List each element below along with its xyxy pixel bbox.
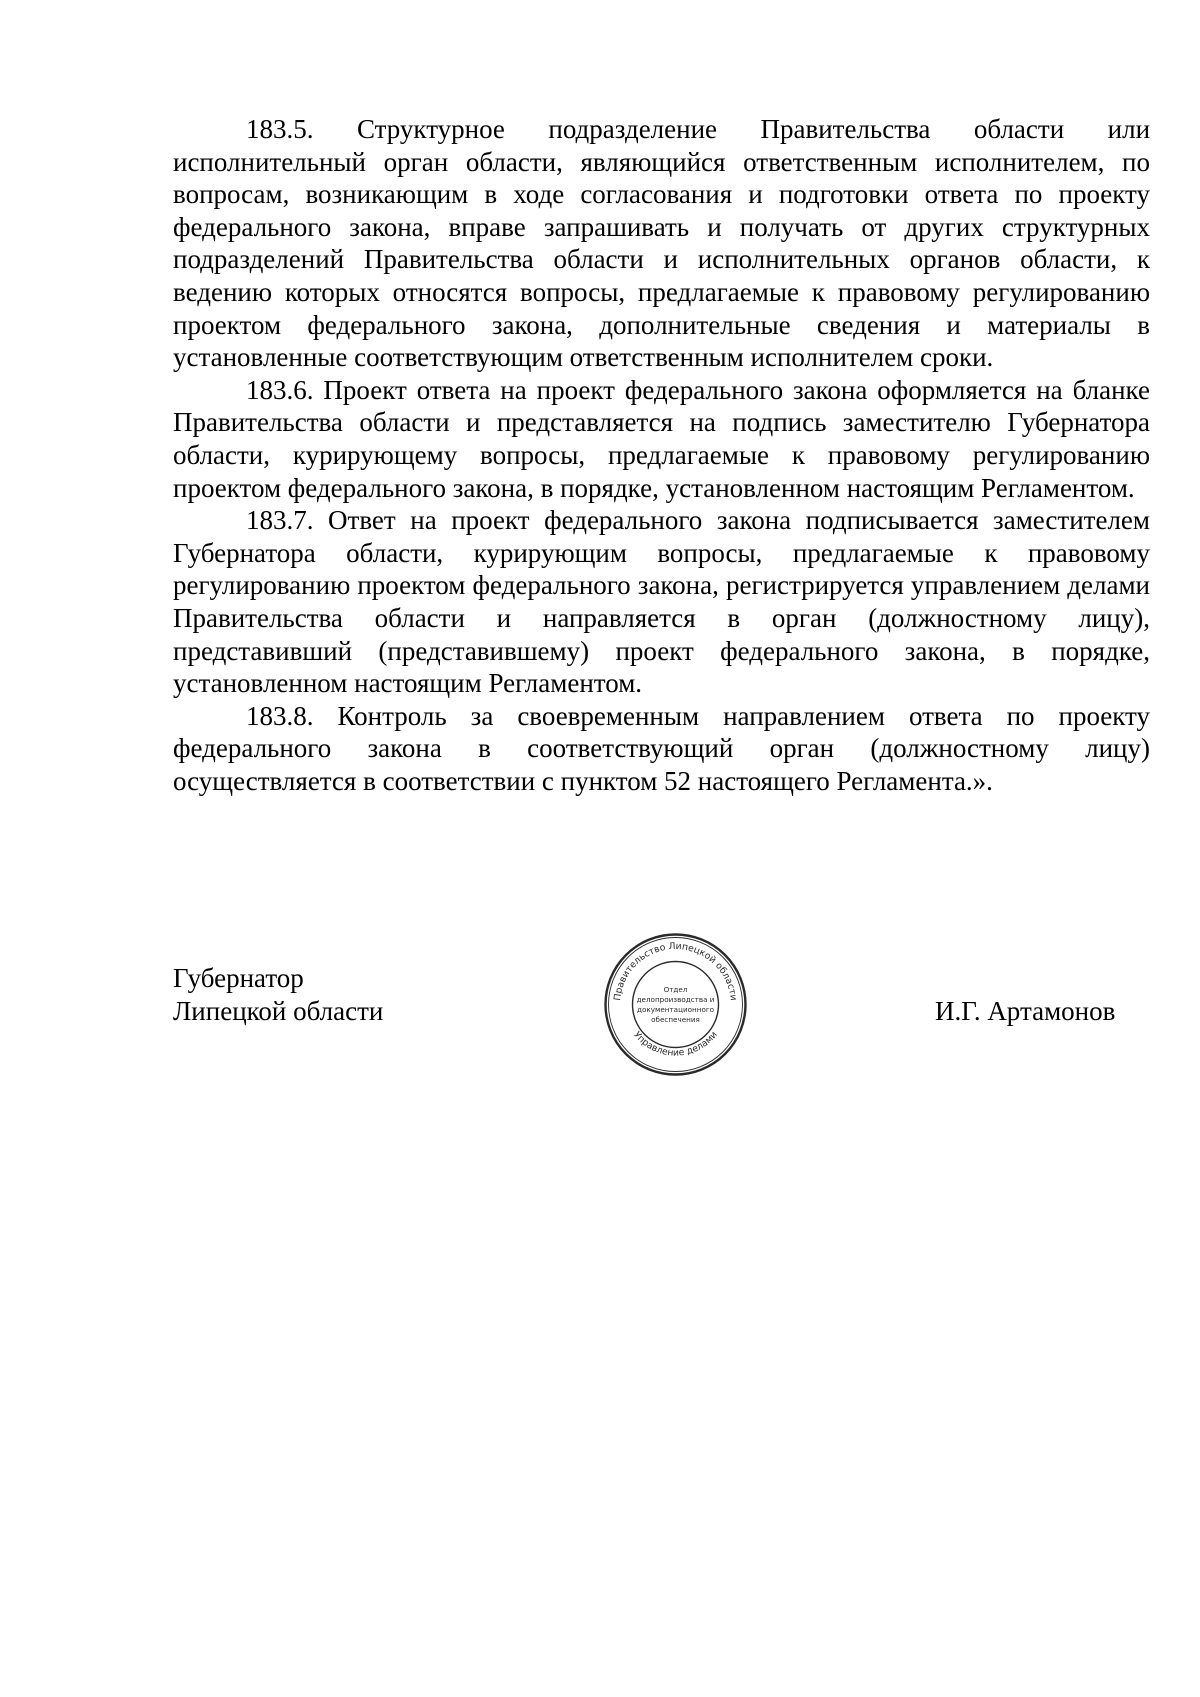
stamp-inner-line-1: Отдел (663, 985, 688, 994)
stamp-outer-text-top: Правительство Липецкой области (612, 940, 739, 1002)
stamp-inner-line-2: делопроизводства и (636, 995, 715, 1004)
signatory-name: И.Г. Артамонов (935, 996, 1116, 1026)
clause-text: Ответ на проект федерального закона подписывается заместителем Губернатора области, курирующим вопросы, предлагаемые к правовому регулированию проектом федерального закона, регистрируется управлением делами Правительства области и направляется в орган (должностному лицу), представивший (представившему) проект федерального закона, в порядке, установленном настоящим Регламентом. (173, 505, 1150, 699)
official-stamp (603, 932, 748, 1077)
clause-text: Проект ответа на проект федерального закона оформляется на бланке Правительства области и представляется на подпись заместителю Губернатора области, курирующему вопросы, предлагаемые к правовому регулированию проектом федерального закона, в порядке, установленном настоящим Регламентом. (173, 374, 1150, 503)
stamp-inner-line-3: документационного (636, 1005, 715, 1014)
clause-number: 183.6. (246, 374, 314, 405)
clause-183-7 (173, 504, 1150, 700)
clause-183-6 (173, 374, 1150, 504)
document-body (173, 113, 1150, 797)
clause-183-8 (173, 700, 1150, 798)
clause-number: 183.5. (246, 114, 314, 144)
clause-183-5 (173, 113, 1150, 374)
clause-text: Структурное подразделение Правительства области или исполнительный орган области, являющийся ответственным исполнителем, по вопросам, возникающим в ходе согласования и подготовки ответа по проекту федерального закона, вправе запрашивать и получать от других структурных подразделений Правительства области и исполнительных органов области, к ведению которых относятся вопросы, предлагаемые к правовому регулированию проектом федерального закона, дополнительные сведения и материалы в установленные соответствующим ответственным исполнителем сроки. (173, 114, 1151, 373)
clause-number: 183.8. (246, 700, 314, 731)
stamp-outer-text-bottom: Управление делами (631, 1029, 720, 1059)
signatory-position-line-1: Губернатор (173, 963, 304, 993)
signatory-position-line-2: Липецкой области (173, 996, 384, 1026)
signatory-position (173, 962, 383, 1028)
stamp-inner-line-4: обеспечения (651, 1015, 700, 1024)
clause-number: 183.7. (246, 505, 314, 536)
clause-text: Контроль за своевременным направлением ответа по проекту федерального закона в соответствующий орган (должностному лицу) осуществляется в соответствии с пунктом 52 настоящего Регламента.». (173, 700, 1150, 796)
